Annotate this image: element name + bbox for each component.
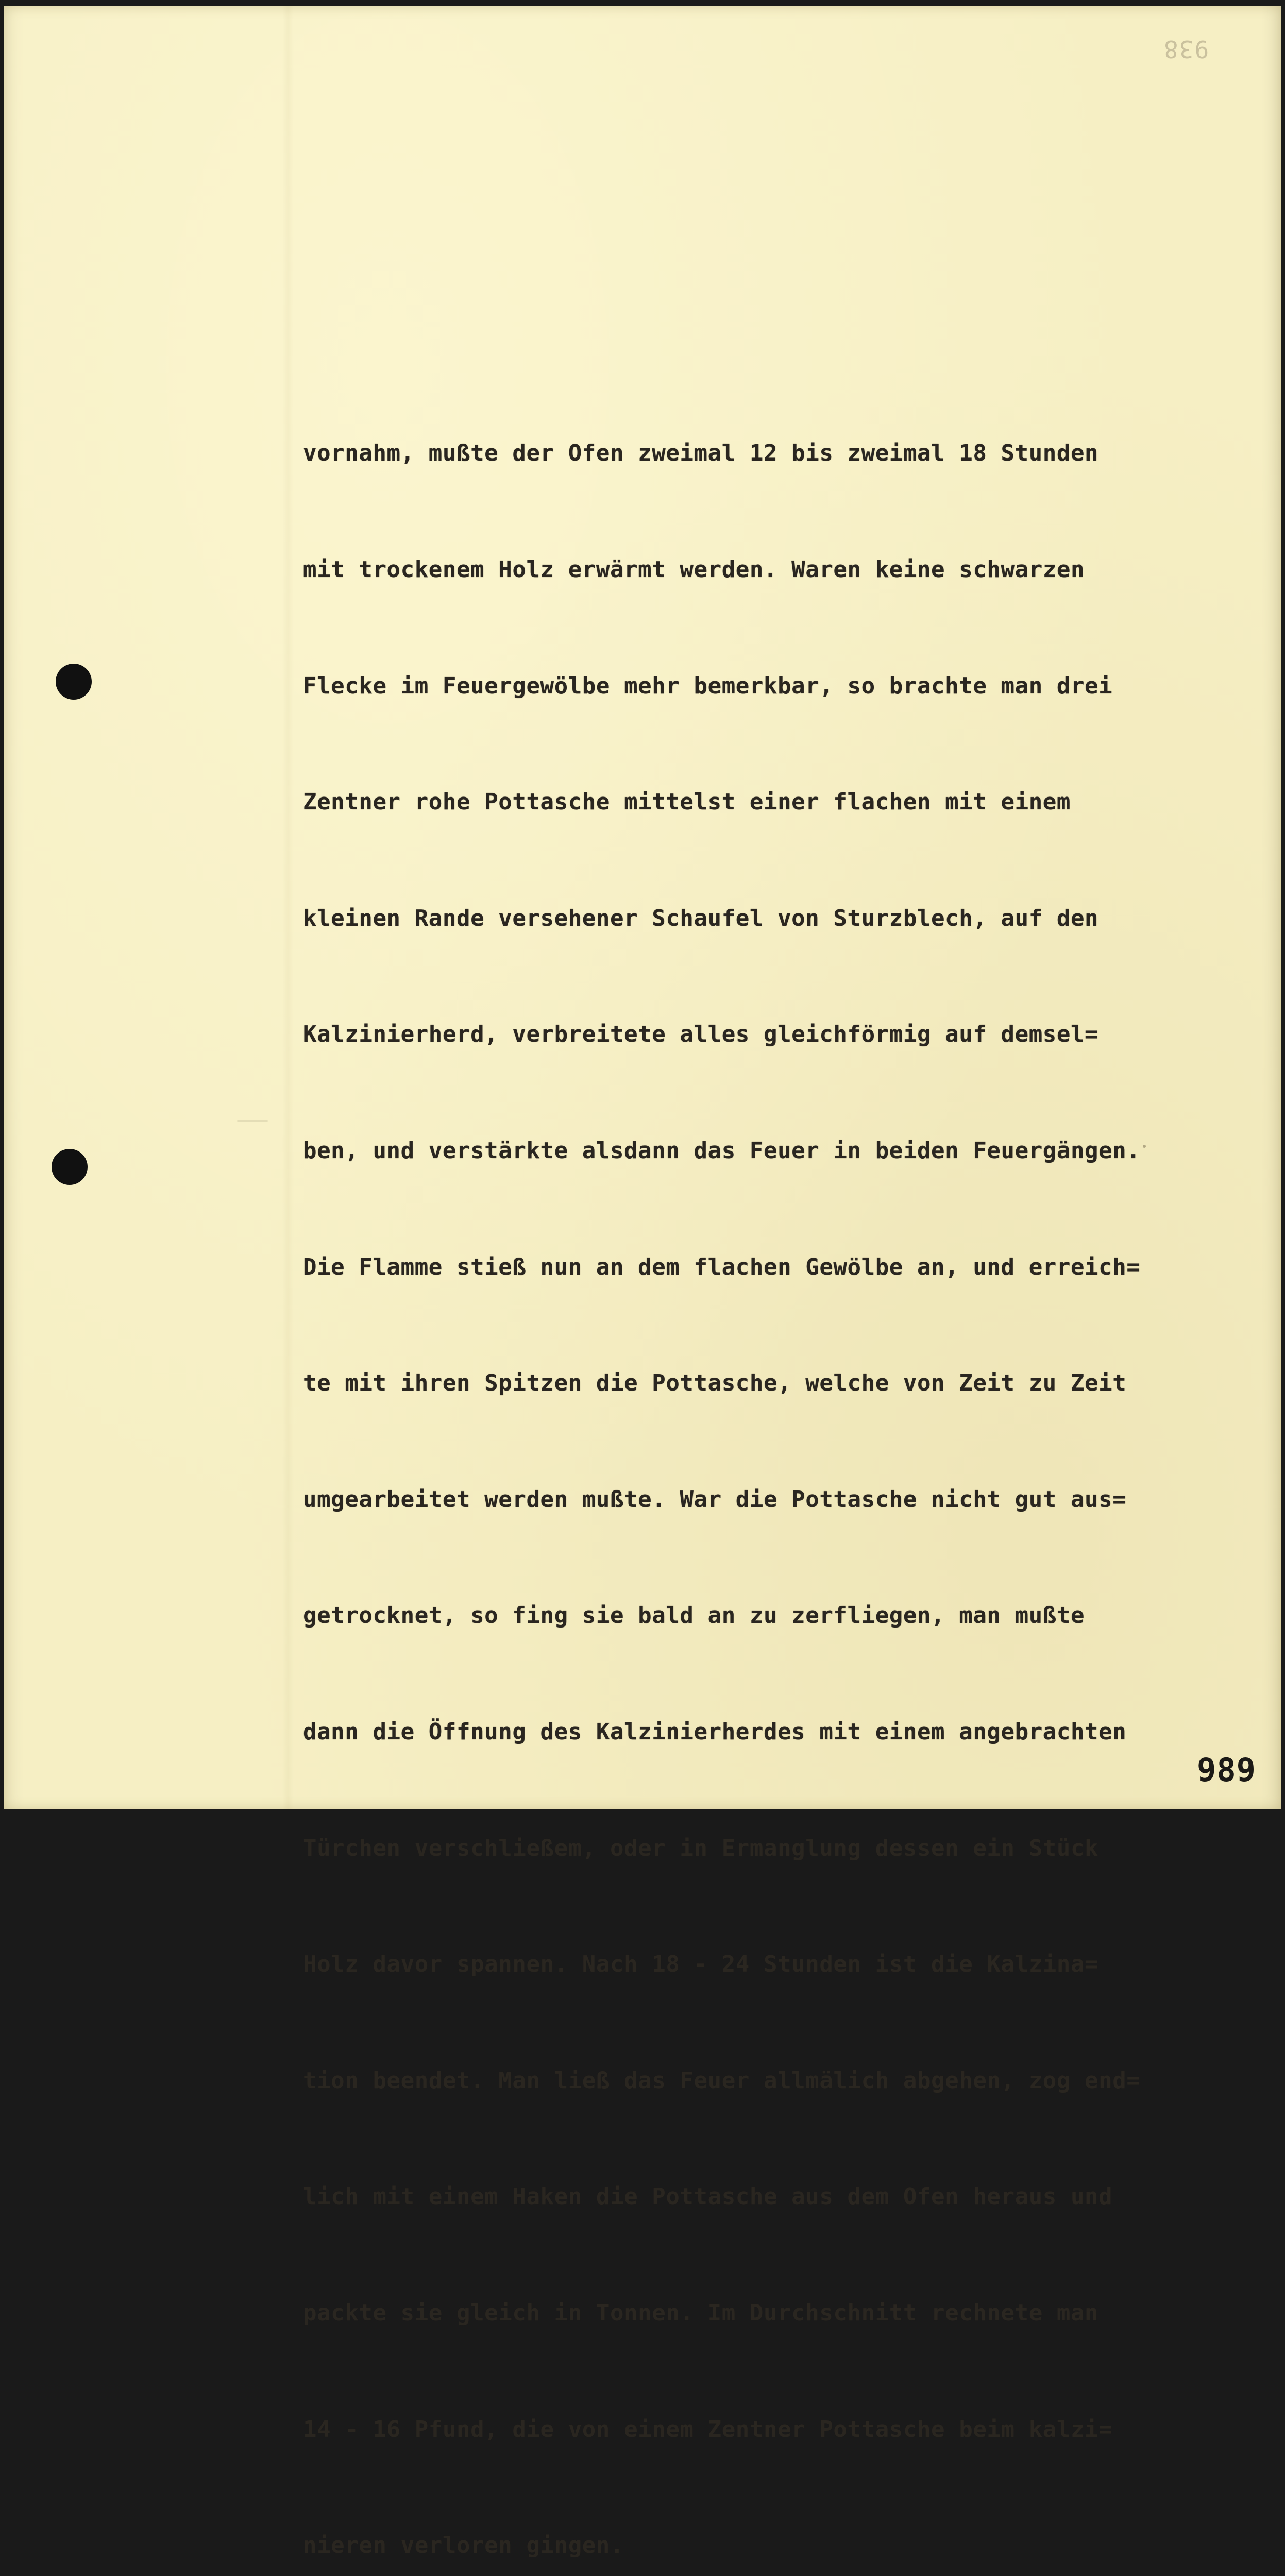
faded-archive-number: 938 — [1162, 35, 1209, 63]
text-line: Holz davor spannen. Nach 18 - 24 Stunden ist die Kalzina= — [303, 1951, 1099, 1978]
text-line: vornahm, mußte der Ofen zweimal 12 bis zweimal 18 Stunden — [303, 440, 1099, 467]
page-number: 989 — [1197, 1751, 1256, 1789]
paper-speck — [1143, 1145, 1146, 1148]
text-line: te mit ihren Spitzen die Pottasche, welche von Zeit zu Zeit — [303, 1370, 1127, 1397]
text-line: lich mit einem Haken die Pottasche aus dem Ofen heraus und — [303, 2183, 1113, 2210]
text-line: Die Flamme stieß nun an dem flachen Gewölbe an, und erreich= — [303, 1253, 1141, 1280]
text-line: 14 - 16 Pfund, die von einem Zentner Pottasche beim kalzi= — [303, 2416, 1113, 2443]
text-line: mit trockenem Holz erwärmt werden. Waren keine schwarzen — [303, 556, 1085, 583]
text-line: nieren verloren gingen. — [303, 2532, 624, 2559]
page-fold-shading — [282, 6, 294, 1809]
text-line: packte sie gleich in Tonnen. Im Durchschnitt rechnete man — [303, 2299, 1099, 2326]
punch-hole-bottom — [52, 1149, 88, 1185]
text-line: ben, und verstärkte alsdann das Feuer in beiden Feuergängen. — [303, 1137, 1141, 1164]
text-line: Flecke im Feuergewölbe mehr bemerkbar, so brachte man drei — [303, 672, 1113, 699]
text-line: Kalzinierherd, verbreitete alles gleichförmig auf demsel= — [303, 1021, 1099, 1048]
text-line: tion beendet. Man ließ das Feuer allmälich abgehen, zog end= — [303, 2067, 1141, 2094]
text-line: getrocknet, so fing sie bald an zu zerfliegen, man mußte — [303, 1602, 1085, 1629]
typewritten-body — [303, 357, 1261, 2576]
punch-hole-top — [56, 664, 92, 700]
text-line: Zentner rohe Pottasche mittelst einer flachen mit einem — [303, 789, 1071, 816]
document-page — [4, 6, 1281, 2559]
text-line: dann die Öffnung des Kalzinierherdes mit einem angebrachten — [303, 1718, 1127, 1745]
paper-speck — [237, 1120, 268, 1122]
text-line: umgearbeitet werden mußte. War die Pottasche nicht gut aus= — [303, 1486, 1127, 1513]
text-line: kleinen Rande versehener Schaufel von Sturzblech, auf den — [303, 905, 1099, 931]
text-line: Türchen verschließem, oder in Ermanglung dessen ein Stück — [303, 1835, 1099, 1861]
